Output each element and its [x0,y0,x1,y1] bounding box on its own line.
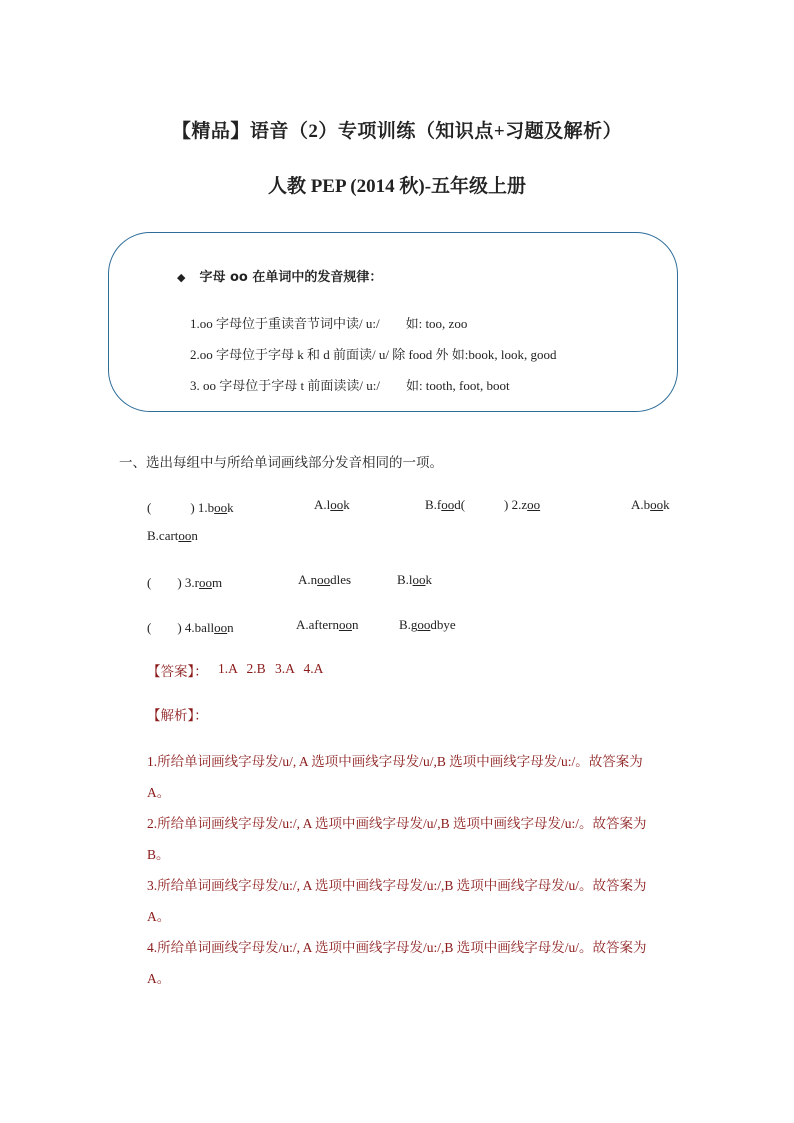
question-2-option-b [147,528,198,544]
q1-b-underline: oo [441,497,455,512]
explanation-line-3: 2.所给单词画线字母发/u:/, A 选项中画线字母发/u/,B 选项中画线字母发/u:/。故答案为 [147,816,647,831]
question-4 [147,617,234,636]
q3-a-post: dles [330,572,352,587]
explanation-line-7: 4.所给单词画线字母发/u:/, A 选项中画线字母发/u:/,B 选项中画线字母发/u/。故答案为 [147,940,647,955]
q4-stem-post: n [227,620,234,635]
q3-a-pre: A.n [298,572,318,587]
q3-stem-underline: oo [199,575,213,590]
question-4-option-a [296,617,358,633]
question-3 [147,572,222,591]
q4-a-underline: oo [338,617,352,632]
q4-b-pre: B.g [399,617,418,632]
rule-item-1: 1.oo 字母位于重读音节词中读/ u:/ 如: too, zoo [190,316,468,331]
document-title: 【精品】语音（2）专项训练（知识点+习题及解析） [171,121,623,142]
q1-stem-post: k [227,500,234,515]
question-2 [504,497,540,513]
explanation-line-8: A。 [147,971,171,986]
question-1 [147,497,234,516]
q3-b-pre: B.l [397,572,413,587]
q4-stem-underline: oo [214,620,228,635]
diamond-bullet-icon: ◆ [177,271,186,284]
rule-heading-text: 字母 oo 在单词中的发音规律： [199,270,383,285]
q2-stem-underline: oo [527,497,541,512]
question-2-option-a [631,497,670,513]
q2-b-pre: B.cart [147,528,179,543]
answer-blank: ( ) [147,575,182,590]
q1-a-pre: A.l [314,497,331,512]
answer-blank: ( ) [147,500,195,515]
explanation-line-4: B。 [147,847,170,862]
document-subtitle: 人教 PEP (2014 秋)-五年级上册 [267,176,527,197]
q3-stem-post: m [212,575,223,590]
q4-a-pre: A.aftern [296,617,339,632]
section-heading: 一、选出每组中与所给单词画线部分发音相同的一项。 [119,455,443,471]
explanation-line-1: 1.所给单词画线字母发/u/, A 选项中画线字母发/u/,B 选项中画线字母发/u:/。故答案为 [147,754,643,769]
q1-stem-pre: 1.b [194,500,215,515]
q2-number: ) 2.z [504,497,528,512]
q1-b-post: d( [454,497,466,512]
q2-a-underline: oo [650,497,664,512]
q1-b-pre: B.f [425,497,442,512]
explanation-line-2: A。 [147,785,171,800]
q3-stem-pre: 3.r [181,575,200,590]
rule-item-3: 3. oo 字母位于字母 t 前面读读/ u:/ 如: tooth, foot, boot [190,378,510,393]
question-3-option-a [298,572,351,588]
answer-blank: ( ) [147,620,182,635]
rule-heading [177,266,382,285]
question-1-option-b [425,497,465,513]
explanation-line-6: A。 [147,909,171,924]
q2-b-post: n [191,528,198,543]
answer-value: 1.A 2.B 3.A 4.A [218,661,324,676]
q2-b-underline: oo [178,528,192,543]
q1-a-post: k [343,497,350,512]
question-1-option-a [314,497,350,513]
q4-a-post: n [351,617,359,632]
q4-stem-pre: 4.ball [181,620,215,635]
explanation-label: 【解析】： [147,708,208,724]
q1-stem-underline: oo [214,500,228,515]
q2-a-pre: A.b [631,497,651,512]
question-3-option-b [397,572,432,588]
q3-b-underline: oo [412,572,426,587]
q1-a-underline: oo [330,497,344,512]
q3-b-post: k [425,572,433,587]
question-4-option-b [399,617,456,633]
q3-a-underline: oo [317,572,331,587]
rule-item-2: 2.oo 字母位于字母 k 和 d 前面读/ u/ 除 food 外 如:book, look, good [190,347,557,362]
q4-b-underline: oo [417,617,431,632]
explanation-line-5: 3.所给单词画线字母发/u:/, A 选项中画线字母发/u:/,B 选项中画线字母发/u/。故答案为 [147,878,647,893]
q4-b-post: dbye [430,617,456,632]
answer-label: 【答案】： [147,664,208,680]
q2-a-post: k [663,497,670,512]
